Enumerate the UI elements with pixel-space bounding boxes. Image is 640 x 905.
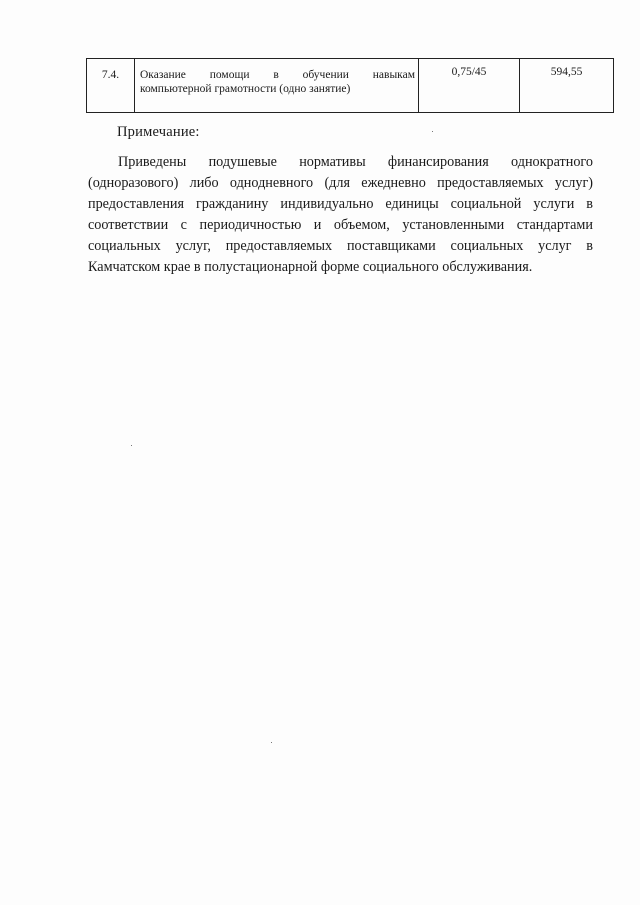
note-line: социальных услуг, предоставляемых поставщиками социальных услуг в [88,238,593,254]
note-paragraph [88,152,593,278]
scan-speck [131,445,132,446]
scan-speck [271,742,272,743]
table-row [87,59,614,113]
cost-cell: 594,55 [520,59,614,113]
note-line: Приведены подушевые нормативы финансирования однократного [118,154,593,170]
service-name-line-2: компьютерной грамотности (одно занятие) [140,83,351,95]
norm-cell: 0,75/45 [419,59,520,113]
note-line: (одноразового) либо однодневного (для ежедневно предоставляемых услуг) [88,175,593,191]
service-name-cell [135,59,419,113]
note-line: соответствии с периодичностью и объемом, установленными стандартами [88,217,593,233]
service-name-line-1: Оказание помощи в обучении навыкам [140,69,415,81]
services-table [86,58,614,113]
note-label: Примечание: [117,124,200,140]
scan-speck [432,131,433,132]
note-line: предоставления гражданину индивидуально единицы социальной услуги в [88,196,593,212]
row-number-cell: 7.4. [87,59,135,113]
note-line: Камчатском крае в полустационарной форме социального обслуживания. [88,259,533,275]
